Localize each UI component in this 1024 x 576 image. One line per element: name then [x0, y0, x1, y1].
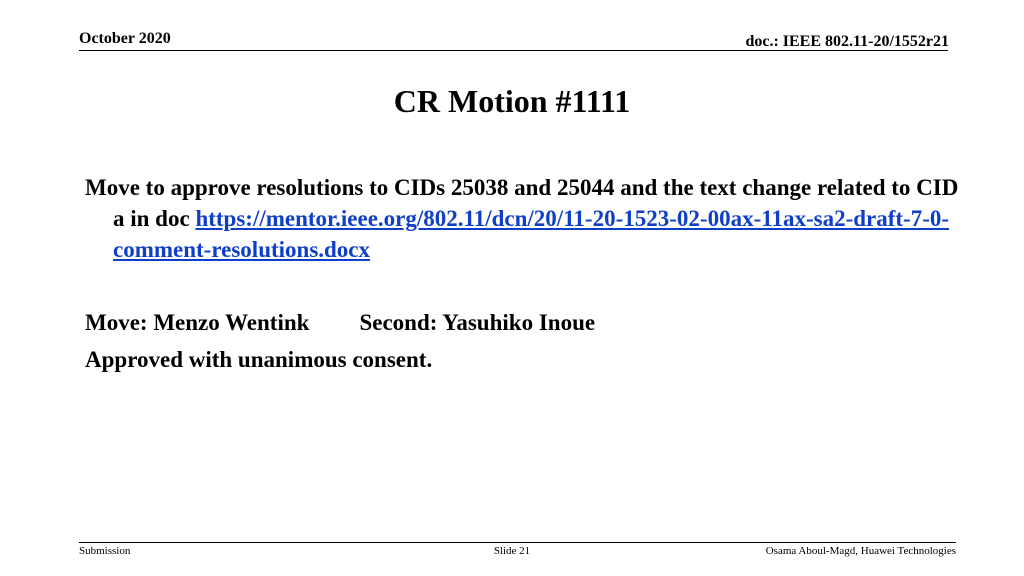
motion-paragraph — [85, 172, 973, 265]
document-link[interactable]: https://mentor.ieee.org/802.11/dcn/20/11-20-1523-02-00ax-11ax-sa2-draft-7-0-comment-resolutions.docx — [113, 206, 950, 262]
header-doc-id: doc.: IEEE 802.11-20/1552r21 — [745, 33, 949, 50]
footer-slide-number: Slide 21 — [493, 545, 531, 557]
mover-line — [85, 307, 595, 338]
footer-author: Osama Aboul-Magd, Huawei Technologies — [765, 545, 956, 557]
footer-submission: Submission — [79, 545, 131, 557]
seconder-label: Second: Yasuhiko Inoue — [359, 310, 596, 335]
motion-result: Approved with unanimous consent. — [85, 347, 433, 372]
motion-text: Move to approve resolutions to CIDs 25038 and 25044 and the text change related to CID a in doc — [85, 175, 959, 231]
mover-label: Move: Menzo Wentink — [85, 310, 310, 335]
header-divider — [79, 50, 948, 51]
footer-divider — [79, 542, 956, 543]
header-date: October 2020 — [79, 30, 171, 47]
slide-title: CR Motion #1111 — [393, 83, 631, 119]
